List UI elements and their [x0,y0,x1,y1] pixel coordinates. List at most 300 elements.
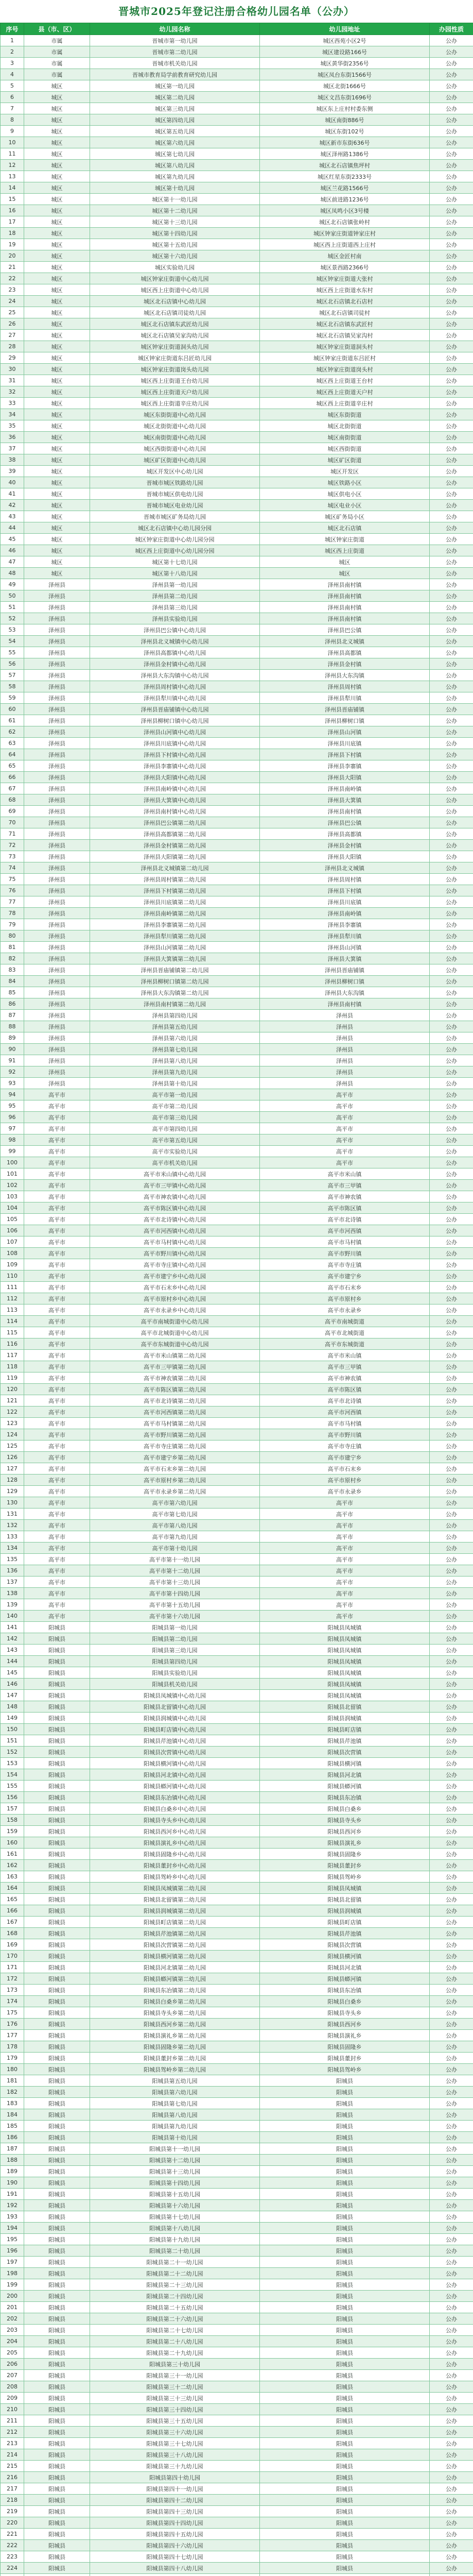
table-row [1,454,473,466]
table-row [1,171,473,182]
cell-name: 阳城县第四十幼儿园 [90,2472,260,2483]
table-row [1,477,473,488]
cell-county: 城区 [24,273,90,284]
cell-index: 49 [1,579,24,590]
cell-county: 阳城县 [24,1792,90,1803]
table-row [1,658,473,670]
cell-index: 90 [1,1044,24,1055]
cell-type: 公办 [430,1429,473,1440]
cell-index: 61 [1,715,24,726]
cell-name: 阳城县第九幼儿园 [90,2121,260,2132]
cell-index: 195 [1,2234,24,2245]
cell-name: 晋城市教育局学前教育研究幼儿园 [90,69,260,80]
table-row [1,704,473,715]
cell-index: 172 [1,1973,24,1985]
cell-county: 阳城县 [24,1905,90,1917]
cell-type: 公办 [430,2427,473,2438]
cell-type: 公办 [430,2415,473,2427]
cell-type: 公办 [430,239,473,250]
cell-type: 公办 [430,194,473,205]
cell-address: 阳城县芹池镇 [260,1735,430,1747]
table-row [1,579,473,590]
cell-index: 143 [1,1645,24,1656]
cell-name: 阳城县董封乡中心幼儿园 [90,1860,260,1871]
cell-county: 高平市 [24,1327,90,1338]
cell-index: 127 [1,1463,24,1475]
cell-address: 高平市陈区镇 [260,1202,430,1214]
cell-county: 阳城县 [24,2325,90,2336]
cell-address: 泽州县周村镇 [260,874,430,885]
cell-index: 120 [1,1384,24,1395]
table-row [1,964,473,976]
cell-county: 城区 [24,522,90,534]
cell-address: 泽州县巴公镇 [260,624,430,636]
cell-address: 阳城县凤城镇 [260,1622,430,1633]
cell-index: 121 [1,1395,24,1406]
cell-index: 66 [1,772,24,783]
header-address: 幼儿园地址 [260,23,430,35]
cell-name: 城区南街街道中心幼儿园 [90,432,260,443]
table-row [1,69,473,80]
cell-name: 城区第二幼儿园 [90,92,260,103]
cell-index: 80 [1,930,24,942]
cell-name: 泽州县犁川镇中心幼儿园 [90,692,260,704]
cell-name: 泽州县北义城镇第二幼儿园 [90,862,260,874]
cell-county: 阳城县 [24,2268,90,2279]
table-row [1,2257,473,2268]
cell-type: 公办 [430,2098,473,2109]
cell-index: 173 [1,1985,24,1996]
cell-address: 阳城县 [260,2302,430,2313]
cell-county: 阳城县 [24,2279,90,2291]
cell-county: 城区 [24,545,90,556]
table-row [1,692,473,704]
cell-address: 阳城县 [260,2200,430,2211]
cell-type: 公办 [430,522,473,534]
cell-type: 公办 [430,2359,473,2370]
cell-address: 阳城县 [260,2177,430,2189]
cell-county: 城区 [24,477,90,488]
table-row [1,1180,473,1191]
cell-name: 阳城县第四十二幼儿园 [90,2495,260,2506]
cell-type: 公办 [430,2268,473,2279]
cell-name: 高平市第十幼儿园 [90,1543,260,1554]
cell-type: 公办 [430,2336,473,2347]
cell-address: 泽州县巴公镇 [260,817,430,828]
cell-address: 阳城县演礼乡 [260,1837,430,1849]
cell-address: 泽州县高都镇 [260,647,430,658]
cell-index: 106 [1,1225,24,1236]
table-row [1,2223,473,2234]
cell-address: 阳城县 [260,2495,430,2506]
table-row [1,2495,473,2506]
table-row [1,624,473,636]
cell-county: 阳城县 [24,1747,90,1758]
table-row [1,885,473,896]
cell-address: 城区钟家庄街道钟家庄村 [260,228,430,239]
cell-index: 157 [1,1803,24,1815]
cell-type: 公办 [430,2540,473,2551]
cell-index: 176 [1,2019,24,2030]
cell-county: 泽州县 [24,590,90,602]
cell-address: 阳城县 [260,2415,430,2427]
cell-address: 泽州县 [260,1055,430,1066]
cell-type: 公办 [430,1032,473,1044]
cell-county: 高平市 [24,1225,90,1236]
cell-address: 城区南街886号 [260,114,430,126]
cell-index: 198 [1,2268,24,2279]
cell-address: 城区南街街道 [260,432,430,443]
cell-type: 公办 [430,1871,473,1883]
cell-index: 38 [1,454,24,466]
cell-address: 高平市野川镇 [260,1429,430,1440]
cell-type: 公办 [430,590,473,602]
cell-address: 城区东上庄村村委东侧 [260,103,430,114]
cell-name: 高平市神农镇第二幼儿园 [90,1372,260,1384]
cell-type: 公办 [430,1679,473,1690]
cell-index: 164 [1,1883,24,1894]
cell-county: 阳城县 [24,1939,90,1951]
cell-county: 阳城县 [24,2132,90,2143]
cell-type: 公办 [430,2495,473,2506]
cell-type: 公办 [430,976,473,987]
cell-county: 市属 [24,69,90,80]
cell-index: 82 [1,953,24,964]
cell-name: 高平市寺庄镇第二幼儿园 [90,1440,260,1452]
cell-type: 公办 [430,46,473,58]
cell-address: 城区北街街道 [260,420,430,432]
cell-index: 205 [1,2347,24,2359]
cell-address: 阳城县次营镇 [260,1939,430,1951]
cell-address: 阳城县董封乡 [260,1860,430,1871]
cell-type: 公办 [430,2155,473,2166]
cell-type: 公办 [430,1883,473,1894]
table-row [1,1406,473,1418]
cell-county: 阳城县 [24,1917,90,1928]
cell-index: 111 [1,1282,24,1293]
table-row [1,1679,473,1690]
cell-name: 泽州县第五幼儿园 [90,1021,260,1032]
cell-name: 泽州县大阳镇中心幼儿园 [90,772,260,783]
cell-name: 高平市第三幼儿园 [90,1112,260,1123]
cell-type: 公办 [430,2529,473,2540]
cell-type: 公办 [430,930,473,942]
cell-name: 高平市第八幼儿园 [90,1520,260,1531]
cell-index: 159 [1,1826,24,1837]
cell-county: 城区 [24,466,90,477]
table-row [1,386,473,398]
table-row [1,194,473,205]
cell-type: 公办 [430,2461,473,2472]
table-row [1,1055,473,1066]
cell-address: 阳城县 [260,2143,430,2155]
cell-index: 85 [1,987,24,998]
table-row [1,1270,473,1282]
cell-name: 阳城县西河乡中心幼儿园 [90,1826,260,1837]
table-row [1,556,473,568]
table-row [1,1656,473,1667]
cell-name: 阳城县润城镇中心幼儿园 [90,1713,260,1724]
table-row [1,2483,473,2495]
cell-county: 泽州县 [24,908,90,919]
cell-county: 阳城县 [24,2166,90,2177]
cell-type: 公办 [430,874,473,885]
table-row [1,2574,473,2576]
table-row [1,2415,473,2427]
table-row [1,2370,473,2381]
cell-address: 阳城县 [260,2325,430,2336]
cell-address: 泽州县柳树口镇 [260,976,430,987]
table-row [1,2359,473,2370]
cell-type: 公办 [430,364,473,375]
cell-address: 高平市 [260,1565,430,1577]
cell-type: 公办 [430,817,473,828]
cell-county: 阳城县 [24,1951,90,1962]
cell-address: 城区矿区街道 [260,454,430,466]
cell-name: 阳城县第二十八幼儿园 [90,2336,260,2347]
cell-county: 阳城县 [24,2257,90,2268]
cell-name: 泽州县第三幼儿园 [90,602,260,613]
cell-address: 阳城县 [260,2098,430,2109]
cell-county: 城区 [24,216,90,228]
table-row [1,976,473,987]
cell-address: 高平市 [260,1588,430,1599]
cell-name: 晋城市城区电业幼儿园 [90,500,260,511]
cell-county: 泽州县 [24,647,90,658]
table-row [1,930,473,942]
cell-address: 高平市三甲镇 [260,1180,430,1191]
table-row [1,942,473,953]
cell-address: 高平市 [260,1611,430,1622]
table-row [1,715,473,726]
cell-name: 城区第十四幼儿园 [90,228,260,239]
cell-name: 阳城县蟒河镇中心幼儿园 [90,1781,260,1792]
cell-type: 公办 [430,1758,473,1769]
cell-index: 24 [1,296,24,307]
cell-index: 71 [1,828,24,840]
cell-name: 城区钟家庄街道东吕匠幼儿园 [90,352,260,364]
cell-type: 公办 [430,2291,473,2302]
cell-address: 城区西上庄街道辛庄村 [260,398,430,409]
cell-index: 65 [1,760,24,772]
cell-address: 阳城县白桑乡 [260,1996,430,2007]
cell-name: 阳城县驾岭乡第二幼儿园 [90,2064,260,2075]
cell-address: 高平市 [260,1089,430,1100]
cell-index: 42 [1,500,24,511]
table-row [1,2427,473,2438]
cell-name: 阳城县第十四幼儿园 [90,2177,260,2189]
table-row [1,2121,473,2132]
cell-type: 公办 [430,1293,473,1304]
cell-address: 阳城县 [260,2087,430,2098]
cell-index: 108 [1,1248,24,1259]
cell-county: 泽州县 [24,636,90,647]
cell-type: 公办 [430,806,473,817]
table-row [1,1520,473,1531]
cell-name: 高平市北诗镇第二幼儿园 [90,1395,260,1406]
cell-name: 泽州县高都镇中心幼儿园 [90,647,260,658]
cell-county: 高平市 [24,1611,90,1622]
cell-name: 阳城县第六幼儿园 [90,2087,260,2098]
table-row [1,2019,473,2030]
table-row [1,35,473,46]
cell-name: 城区北石店镇东武匠幼儿园 [90,318,260,330]
cell-index: 147 [1,1690,24,1701]
cell-index: 125 [1,1440,24,1452]
cell-type: 公办 [430,1134,473,1146]
cell-county: 高平市 [24,1486,90,1497]
table-row [1,1316,473,1327]
table-row [1,2109,473,2121]
cell-county: 泽州县 [24,624,90,636]
table-row [1,1565,473,1577]
table-row [1,2563,473,2574]
cell-type: 公办 [430,1860,473,1871]
cell-county: 阳城县 [24,2041,90,2053]
cell-type: 公办 [430,171,473,182]
cell-address: 泽州县南村镇 [260,602,430,613]
cell-county: 泽州县 [24,794,90,806]
cell-address: 高平市 [260,1157,430,1168]
cell-address: 阳城县 [260,2506,430,2517]
cell-address: 城区电业小区 [260,500,430,511]
cell-type: 公办 [430,896,473,908]
cell-index: 7 [1,103,24,114]
cell-county: 泽州县 [24,840,90,851]
table-row [1,953,473,964]
cell-county: 阳城县 [24,2461,90,2472]
cell-address: 高平市东城街道 [260,1338,430,1350]
cell-name: 泽州县第六幼儿园 [90,1032,260,1044]
cell-type: 公办 [430,341,473,352]
table-row [1,2404,473,2415]
cell-county: 阳城县 [24,1667,90,1679]
cell-county: 高平市 [24,1338,90,1350]
cell-county: 城区 [24,194,90,205]
cell-type: 公办 [430,726,473,738]
cell-address: 泽州县 [260,1032,430,1044]
cell-index: 40 [1,477,24,488]
cell-address: 阳城县固隆乡 [260,2041,430,2053]
cell-type: 公办 [430,2075,473,2087]
cell-county: 城区 [24,126,90,137]
cell-type: 公办 [430,330,473,341]
cell-address: 阳城县次营镇 [260,1747,430,1758]
cell-county: 高平市 [24,1112,90,1123]
table-row [1,1577,473,1588]
cell-name: 高平市永录乡第二幼儿园 [90,1486,260,1497]
cell-type: 公办 [430,862,473,874]
table-row [1,1781,473,1792]
cell-index: 62 [1,726,24,738]
cell-address: 高平市寺庄镇 [260,1259,430,1270]
cell-address: 阳城县 [260,2268,430,2279]
cell-index: 152 [1,1747,24,1758]
cell-index: 12 [1,160,24,171]
cell-index: 184 [1,2109,24,2121]
cell-type: 公办 [430,103,473,114]
cell-county: 高平市 [24,1202,90,1214]
cell-index: 206 [1,2359,24,2370]
cell-index: 64 [1,749,24,760]
cell-index: 163 [1,1871,24,1883]
cell-type: 公办 [430,2302,473,2313]
cell-county: 城区 [24,228,90,239]
cell-name: 阳城县第三十一幼儿园 [90,2370,260,2381]
cell-county: 阳城县 [24,2381,90,2393]
cell-index: 115 [1,1327,24,1338]
cell-name: 高平市第十六幼儿园 [90,1611,260,1622]
cell-index: 77 [1,896,24,908]
cell-address: 城区供电小区 [260,488,430,500]
cell-index: 69 [1,806,24,817]
cell-address: 高平市 [260,1520,430,1531]
cell-address: 城区北石店镇 [260,522,430,534]
table-row [1,1735,473,1747]
table-row [1,114,473,126]
cell-type: 公办 [430,160,473,171]
table-row [1,1350,473,1361]
cell-type: 公办 [430,1372,473,1384]
cell-type: 公办 [430,670,473,681]
cell-address: 城区金匠村南 [260,250,430,262]
table-row [1,1327,473,1338]
cell-county: 城区 [24,160,90,171]
cell-name: 泽州县大阳镇第二幼儿园 [90,851,260,862]
cell-name: 泽州县大箕镇中心幼儿园 [90,794,260,806]
table-row [1,1815,473,1826]
cell-county: 泽州县 [24,738,90,749]
cell-type: 公办 [430,352,473,364]
table-row [1,1996,473,2007]
cell-index: 135 [1,1554,24,1565]
cell-name: 阳城县第三十幼儿园 [90,2359,260,2370]
cell-type: 公办 [430,2347,473,2359]
cell-county: 阳城县 [24,1883,90,1894]
table-row [1,670,473,681]
cell-index: 160 [1,1837,24,1849]
cell-address: 泽州县南村镇 [260,806,430,817]
cell-county: 泽州县 [24,715,90,726]
table-row [1,1395,473,1406]
cell-type: 公办 [430,579,473,590]
cell-county: 城区 [24,250,90,262]
cell-name: 高平市北城街道中心幼儿园 [90,1327,260,1338]
cell-county: 阳城县 [24,1735,90,1747]
cell-index: 14 [1,182,24,194]
cell-name: 泽州县大东沟镇中心幼儿园 [90,670,260,681]
cell-index: 6 [1,92,24,103]
cell-address: 高平市 [260,1599,430,1611]
cell-address: 阳城县 [260,2109,430,2121]
cell-type: 公办 [430,114,473,126]
cell-index: 25 [1,307,24,318]
cell-county: 城区 [24,307,90,318]
cell-county: 高平市 [24,1089,90,1100]
cell-name: 泽州县川底镇中心幼儿园 [90,738,260,749]
table-row [1,1202,473,1214]
cell-address: 城区北街1666号 [260,80,430,92]
cell-index: 91 [1,1055,24,1066]
cell-type: 公办 [430,1270,473,1282]
cell-type: 公办 [430,2449,473,2461]
cell-name: 城区北石店镇吴家沟幼儿园 [90,330,260,341]
table-row [1,1452,473,1463]
cell-name: 阳城县演礼乡第二幼儿园 [90,2030,260,2041]
table-row [1,2268,473,2279]
table-row [1,1599,473,1611]
cell-name: 高平市三甲镇第二幼儿园 [90,1361,260,1372]
